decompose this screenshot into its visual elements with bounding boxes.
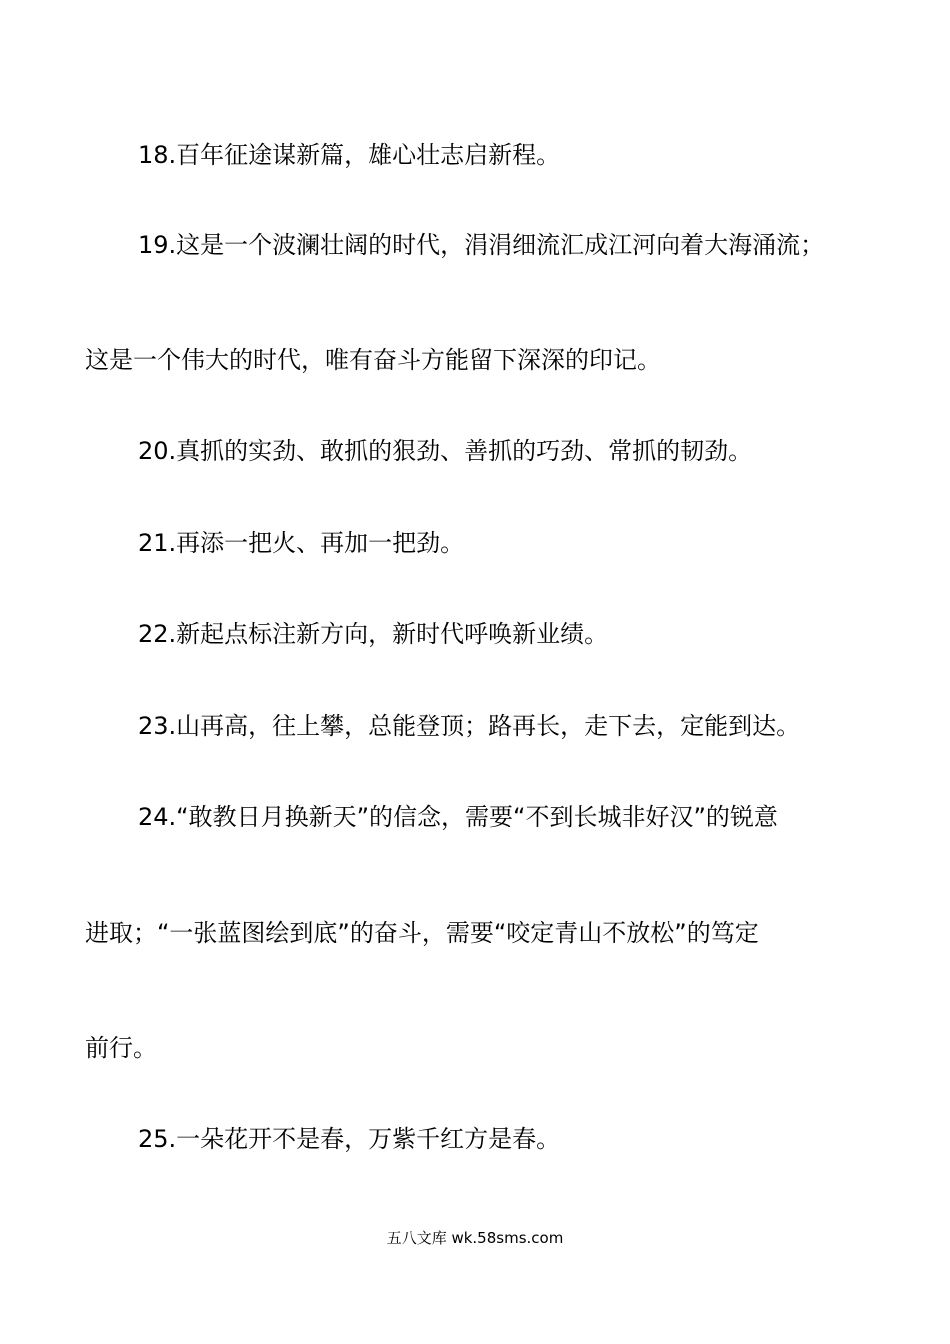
text-line: 24.“敢教日月换新天”的信念，需要“不到长城非好汉”的锐意 <box>138 803 778 831</box>
text-line: 23.山再高，往上攀，总能登顶；路再长，走下去，定能到达。 <box>138 712 801 740</box>
text-line: 18.百年征途谋新篇，雄心壮志启新程。 <box>138 141 561 169</box>
text-line: 19.这是一个波澜壮阔的时代，涓涓细流汇成江河向着大海涌流； <box>138 231 825 259</box>
text-line: 进取；“一张蓝图绘到底”的奋斗，需要“咬定青山不放松”的笃定 <box>85 919 759 947</box>
text-line: 21.再添一把火、再加一把劲。 <box>138 529 465 557</box>
text-line: 这是一个伟大的时代，唯有奋斗方能留下深深的印记。 <box>85 346 661 374</box>
text-line: 22.新起点标注新方向，新时代呼唤新业绩。 <box>138 620 609 648</box>
page-footer: 五八文库 wk.58sms.com <box>386 1229 564 1247</box>
text-line: 前行。 <box>85 1034 157 1062</box>
text-line: 25.一朵花开不是春，万紫千红方是春。 <box>138 1125 561 1153</box>
text-line: 20.真抓的实劲、敢抓的狠劲、善抓的巧劲、常抓的韧劲。 <box>138 437 753 465</box>
